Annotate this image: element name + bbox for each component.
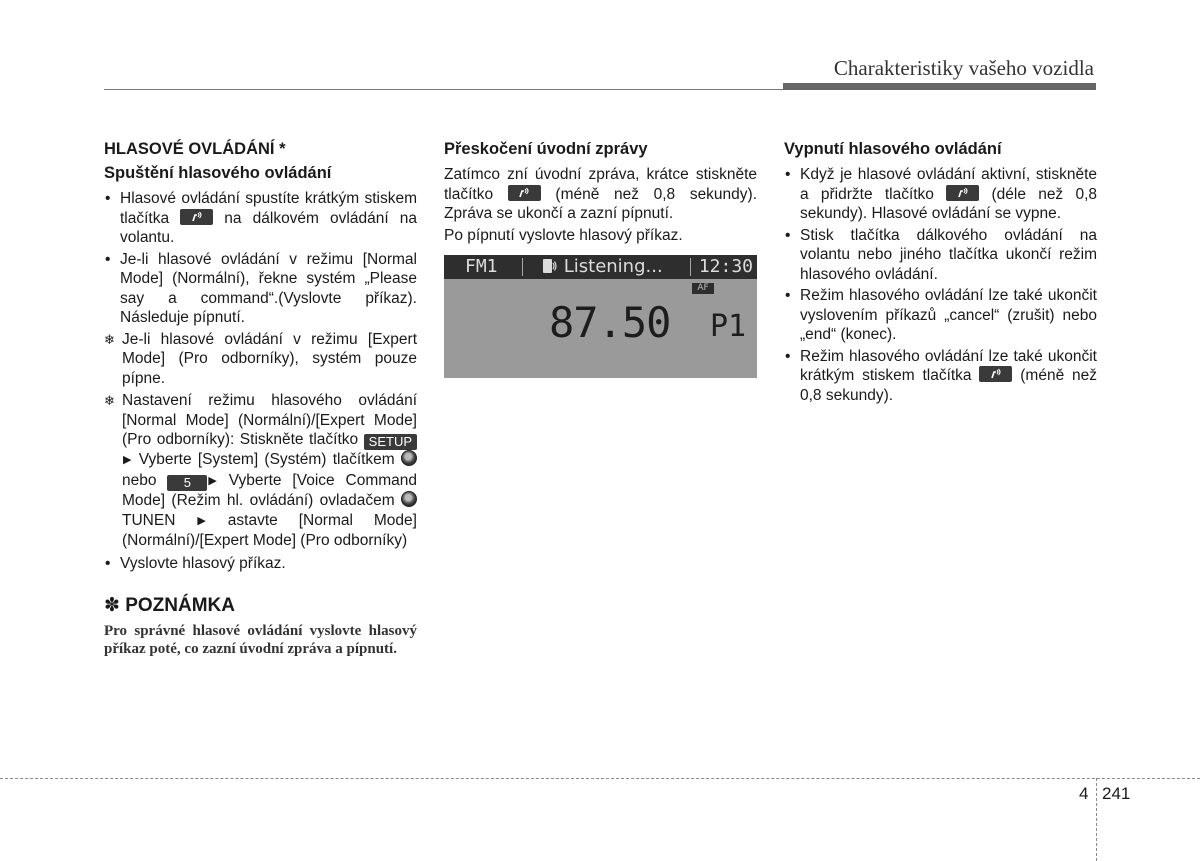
running-head: Charakteristiky vašeho vozidla <box>833 56 1094 80</box>
bullet: • <box>785 347 791 365</box>
listening-status <box>542 257 663 277</box>
arrow-right-icon: ▶ <box>197 514 206 527</box>
note-item <box>104 391 417 551</box>
list-item <box>784 165 1097 224</box>
chapter-number: 4 <box>1079 784 1089 803</box>
page-number: 241 <box>1102 784 1131 803</box>
paragraph-text: (méně než 0,8 sekundy). Zpráva se ukončí a zazní pípnutí. <box>444 185 758 222</box>
bullet: • <box>105 554 111 572</box>
item-text: Nastavení režimu hlasového ovládání [Normal Mode] (Normální)/[Expert Mode] (Pro odborníky): Stiskněte tlačítko <box>122 392 417 448</box>
note-star-icon: ✽ <box>104 595 120 616</box>
instruction-list <box>104 189 417 573</box>
list-item <box>104 250 417 328</box>
item-text: nebo <box>122 471 157 489</box>
item-text: (méně než 0,8 sekundy). <box>800 367 1098 404</box>
divider <box>522 258 523 276</box>
bullet: • <box>105 250 111 268</box>
header-rule-accent <box>783 83 1096 90</box>
column-3 <box>784 139 1097 407</box>
voice-button-icon <box>946 185 979 201</box>
arrow-right-icon: ▶ <box>208 474 217 487</box>
arrow-right-icon: ▶ <box>123 454 132 466</box>
tune-knob-icon <box>401 491 417 507</box>
band-label: FM1 <box>465 256 498 277</box>
radio-display <box>444 255 757 378</box>
voice-talk-icon <box>542 258 558 274</box>
setup-key: SETUP <box>364 434 417 450</box>
voice-button-icon <box>180 209 213 225</box>
paragraph <box>444 165 757 224</box>
note-item <box>104 330 417 389</box>
item-text: Je-li hlasové ovládání v režimu [Expert Mode] (Pro odborníky), systém pouze pípne. <box>122 330 417 387</box>
note-title-text: POZNÁMKA <box>125 595 235 616</box>
section-heading: Vypnutí hlasového ovládání <box>784 140 1002 158</box>
footer-divider <box>1096 778 1097 861</box>
instruction-list <box>784 165 1097 405</box>
item-text: (déle než 0,8 sekundy). Hlasové ovládání se vypne. <box>800 185 1097 222</box>
item-text: Stisk tlačítka dálkového ovládání na volantu nebo jiného tlačítka ukončí režim hlasového ovládání. <box>800 226 1097 283</box>
list-item <box>104 189 417 248</box>
bullet: • <box>785 287 791 304</box>
frequency-readout: 87.50 <box>549 298 671 347</box>
status-text: Listening... <box>563 256 663 277</box>
preset-label: P1 <box>710 309 747 344</box>
item-text: Když je hlasové ovládání aktivní, stiskněte a přidržte tlačítko <box>800 166 1097 203</box>
paragraph-text: Zatímco zní úvodní zpráva, krátce stiskněte tlačítko <box>444 166 757 203</box>
note-heading <box>104 595 417 617</box>
section-heading: HLASOVÉ OVLÁDÁNÍ * <box>104 140 286 158</box>
voice-button-icon <box>979 366 1012 382</box>
snowflake-icon: ❄ <box>104 393 115 408</box>
list-item <box>784 347 1097 406</box>
footer-rule <box>0 778 1200 779</box>
clock: 12:30 <box>698 256 753 277</box>
section-heading: Přeskočení úvodní zprávy <box>444 140 648 158</box>
item-text: na dálkovém ovládání na volantu. <box>120 209 417 246</box>
list-item <box>784 226 1097 285</box>
item-text: Je-li hlasové ovládání v režimu [Normal Mode] (Normální), řekne systém „Please say a command“.(Vyslovte příkaz). Následuje pípnutí. <box>120 250 417 326</box>
note-body: Pro správné hlasové ovládání vyslovte hlasový příkaz poté, co zazní úvodní zpráva a pípnutí. <box>104 623 417 657</box>
item-text: Hlasové ovládání spustíte krátkým stiskem tlačítka <box>120 190 417 227</box>
item-text: Vyslovte hlasový příkaz. <box>120 554 286 572</box>
bullet: • <box>785 166 791 183</box>
snowflake-icon: ❄ <box>104 331 115 347</box>
subsection-heading: Spuštění hlasového ovládání <box>104 164 332 182</box>
item-text: Režim hlasového ovládání lze také ukončit vyslovením příkazů „cancel“ (zrušit) nebo „end“ (konec). <box>800 287 1097 343</box>
item-text: Vyberte [System] (Systém) tlačítkem <box>138 451 395 468</box>
paragraph: Po pípnutí vyslovte hlasový příkaz. <box>444 226 683 244</box>
item-text: Režim hlasového ovládání lze také ukončit krátkým stiskem tlačítka <box>800 347 1097 384</box>
tune-knob-icon <box>401 450 417 466</box>
list-item <box>104 554 417 574</box>
preset-5-key: 5 <box>167 475 207 491</box>
column-1 <box>104 139 417 658</box>
item-text: TUNEN <box>122 511 176 529</box>
bullet: • <box>785 226 791 244</box>
column-2 <box>444 139 757 378</box>
list-item <box>784 286 1097 345</box>
item-text: astavte [Normal Mode] (Normální)/[Expert Mode] (Pro odborníky) <box>122 511 417 549</box>
item-text: Vyberte [Voice Command Mode] (Režim hl. ovládání) ovladačem <box>122 471 417 509</box>
display-status-bar <box>444 255 757 279</box>
af-indicator: AF <box>692 283 714 294</box>
voice-button-icon <box>508 185 541 201</box>
bullet: • <box>105 190 111 207</box>
divider <box>690 258 691 276</box>
